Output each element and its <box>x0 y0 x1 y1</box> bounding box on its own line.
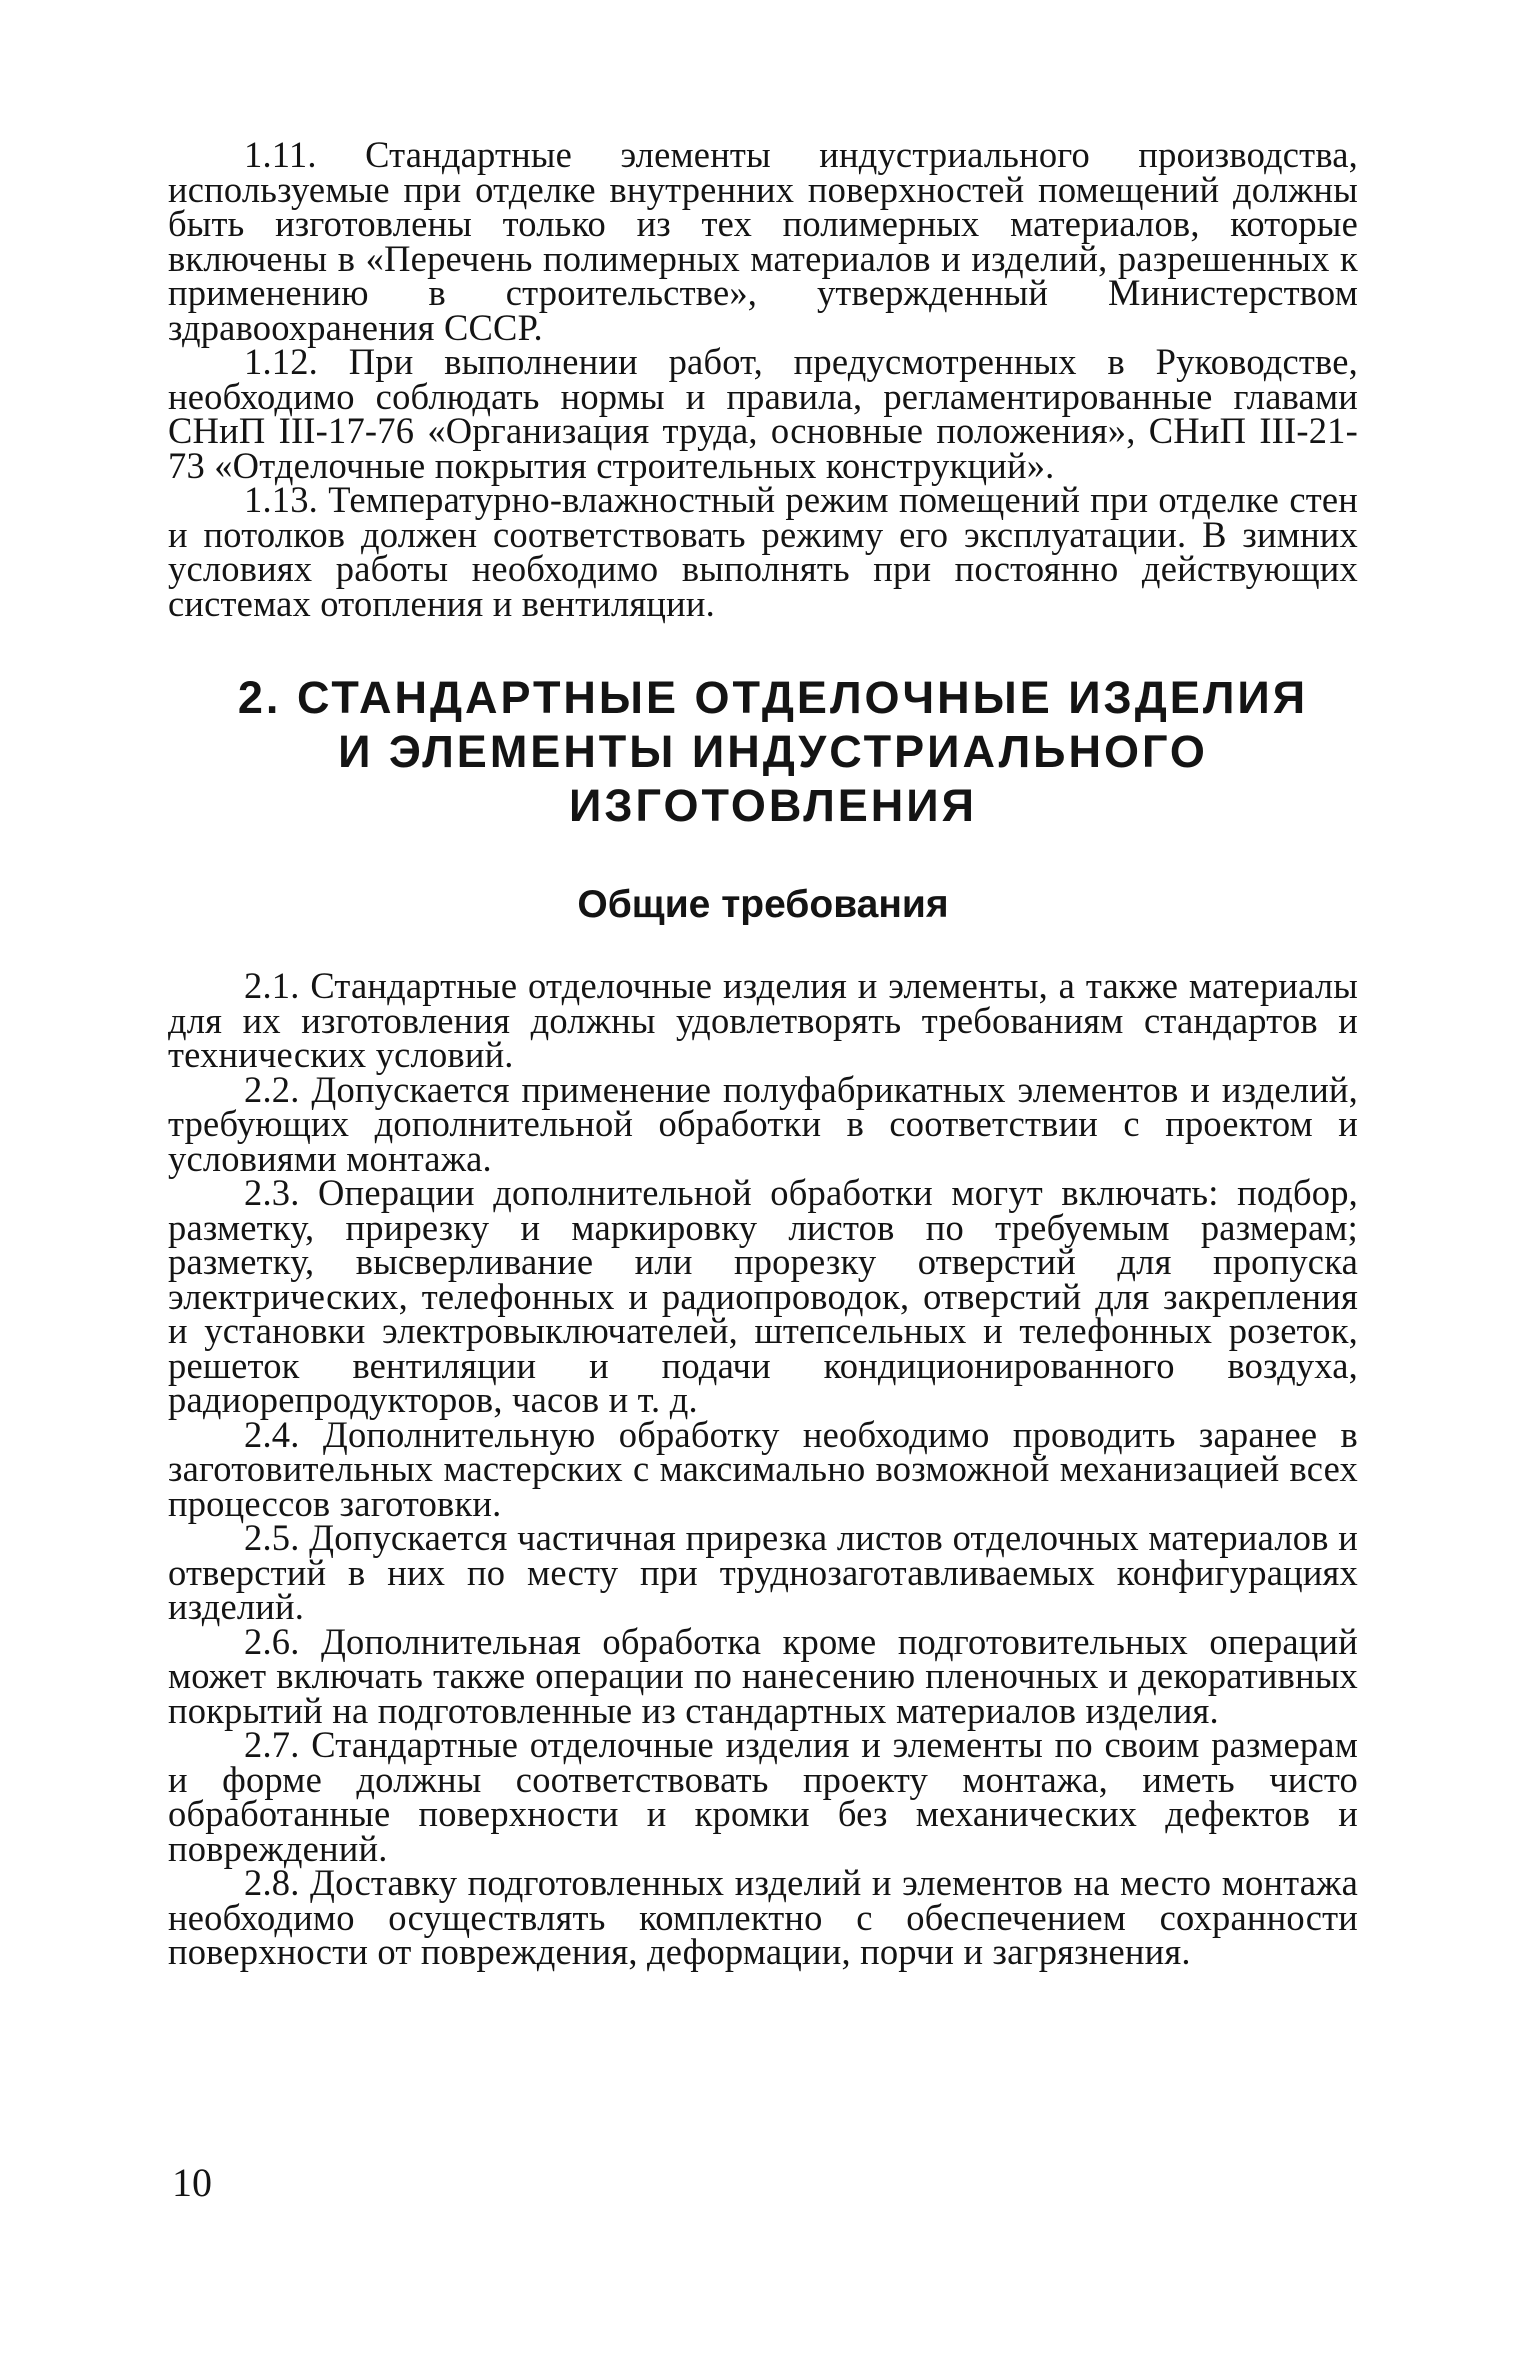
paragraph-2-3: 2.3. Операции дополнительной обработки могут включать: подбор, разметку, прирезку и маркировку листов по требуемым размерам; разметку, высверливание или прорезку отверстий для пропуска электрических, телефонных и радиопроводок, отверстий для закрепления и установки электровыключателей, штепсельных и телефонных розеток, решеток вентиляции и подачи кондиционированного воздуха, радиорепродукторов, часов и т. д. <box>168 1172 1358 1420</box>
page-content <box>168 134 1358 1972</box>
page-number: 10 <box>172 2160 212 2205</box>
paragraph-1-13: 1.13. Температурно-влажностный режим помещений при отделке стен и потолков должен соответствовать режиму его эксплуатации. В зимних условиях работы необходимо выполнять при постоянно действующих системах отопления и вентиляции. <box>168 479 1358 624</box>
section-heading-line-3: ИЗГОТОВЛЕНИЯ <box>569 780 977 831</box>
section-heading <box>168 671 1358 833</box>
paragraph-2-6: 2.6. Дополнительная обработка кроме подготовительных операций может включать также операции по нанесению пленочных и декоративных покрытий на подготовленные из стандартных материалов изделия. <box>168 1620 1358 1731</box>
section-heading-line-2: И ЭЛЕМЕНТЫ ИНДУСТРИАЛЬНОГО <box>338 726 1208 777</box>
paragraph-2-1: 2.1. Стандартные отделочные изделия и элементы, а также материалы для их изготовления должны удовлетворять требованиям стандартов и технических условий. <box>168 965 1358 1075</box>
paragraph-1-12: 1.12. При выполнении работ, предусмотренных в Руководстве, необходимо соблюдать нормы и правила, регламентированные главами СНиП III-17-76 «Организация труда, основные положения», СНиП III-21-73 «Отделочные покрытия строительных конструкций». <box>168 341 1358 486</box>
subsection-title: Общие требования <box>577 883 949 926</box>
intro-block <box>168 134 1358 624</box>
paragraph-2-8: 2.8. Доставку подготовленных изделий и элементов на место монтажа необходимо осуществлять комплектно с обеспечением сохранности поверхности от повреждения, деформации, порчи и загрязнения. <box>168 1862 1358 1972</box>
paragraph-2-7: 2.7. Стандартные отделочные изделия и элементы по своим размерам и форме должны соответствовать проекту монтажа, иметь чисто обработанные поверхности и кромки без механических дефектов и повреждений. <box>168 1724 1358 1869</box>
paragraph-1-11: 1.11. Стандартные элементы индустриального производства, используемые при отделке внутренних поверхностей помещений должны быть изготовлены только из тех полимерных материалов, которые включены в «Перечень полимерных материалов и изделий, разрешенных к применению в строительстве», утвержденный Министерством здравоохранения СССР. <box>168 134 1358 348</box>
paragraph-2-5: 2.5. Допускается частичная прирезка листов отделочных материалов и отверстий в них по месту при труднозаготавливаемых конфигурациях изделий. <box>168 1517 1358 1627</box>
paragraph-2-2: 2.2. Допускается применение полуфабрикатных элементов и изделий, требующих дополнительной обработки в соответствии с проектом и условиями монтажа. <box>168 1068 1358 1179</box>
section-body <box>168 965 1358 1972</box>
paragraph-2-4: 2.4. Дополнительную обработку необходимо проводить заранее в заготовительных мастерских с максимально возможной механизацией всех процессов заготовки. <box>168 1413 1358 1524</box>
section-heading-line-1: 2. СТАНДАРТНЫЕ ОТДЕЛОЧНЫЕ ИЗДЕЛИЯ <box>237 672 1309 723</box>
